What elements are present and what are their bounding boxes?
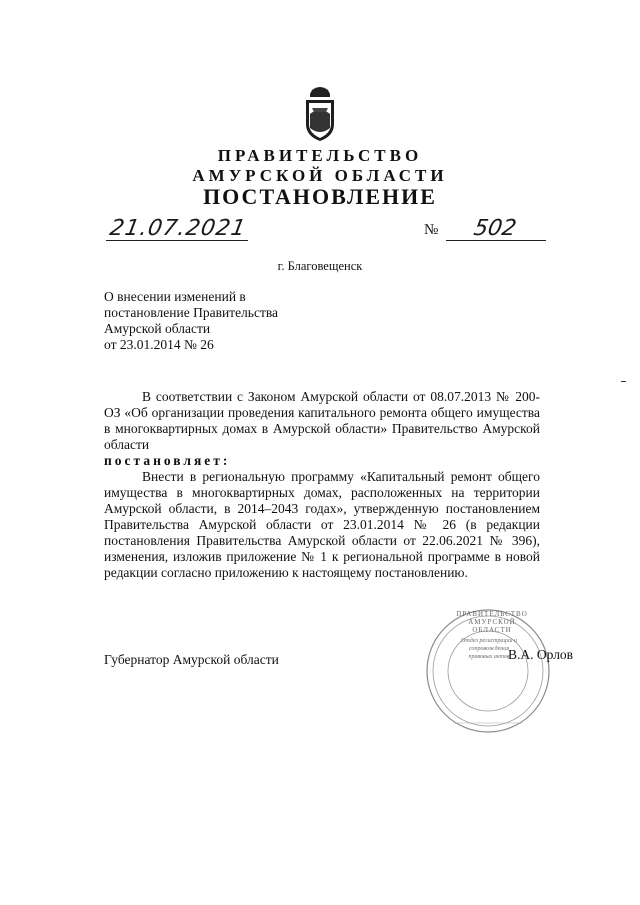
coat-of-arms-icon (302, 84, 338, 142)
number-underline (446, 240, 546, 241)
stamp-ring-text: ПРАВИТЕЛЬСТВО АМУРСКОЙ ОБЛАСТИ (456, 610, 528, 634)
org-name-line2: АМУРСКОЙ ОБЛАСТИ (192, 166, 448, 185)
stamp-inner-text: Отдел регистрации и сопровождения правовых актов (461, 638, 517, 660)
date-underline (106, 240, 248, 241)
signatory-position: Губернатор Амурской области (104, 652, 279, 667)
signatory-name: В.А. Орлов (508, 647, 574, 662)
subject-block (104, 289, 278, 353)
handwritten-date: 21.07.2021 (107, 216, 249, 241)
operative-paragraph: Внести в региональную программу «Капитальный ремонт общего имущества в многоквартирных домах, расположенных на территории Амурской области, в 2014–2043 годах», утвержденную постановлением Правительства Амурской области от 23.01.2014 № 26 (в редакции постановления Правительства Амурской области от 22.06.2021 № 396), изменения, изложив приложение № 1 к региональной программе в новой редакции согласно приложению к настоящему постановлению. (104, 469, 540, 580)
document-type-title: ПОСТАНОВЛЕНИЕ (203, 184, 437, 209)
handwritten-number: 502 (471, 216, 519, 241)
city-name: г. Благовещенск (277, 259, 363, 273)
number-sign: № (424, 222, 439, 238)
org-name-line1: ПРАВИТЕЛЬСТВО (217, 146, 423, 165)
subject-line: постановление Правительства (104, 305, 279, 320)
decree-word: постановляет: (104, 453, 231, 468)
preamble-paragraph: В соответствии с Законом Амурской области от 08.07.2013 № 200-ОЗ «Об организации проведения капитального ремонта общего имущества в многоквартирных домах в Амурской области» Правительство Амурской области (104, 389, 540, 452)
subject-line: Амурской области (104, 321, 211, 336)
margin-mark (621, 381, 626, 382)
subject-line: от 23.01.2014 № 26 (104, 337, 214, 352)
subject-line: О внесении изменений в (104, 289, 246, 304)
